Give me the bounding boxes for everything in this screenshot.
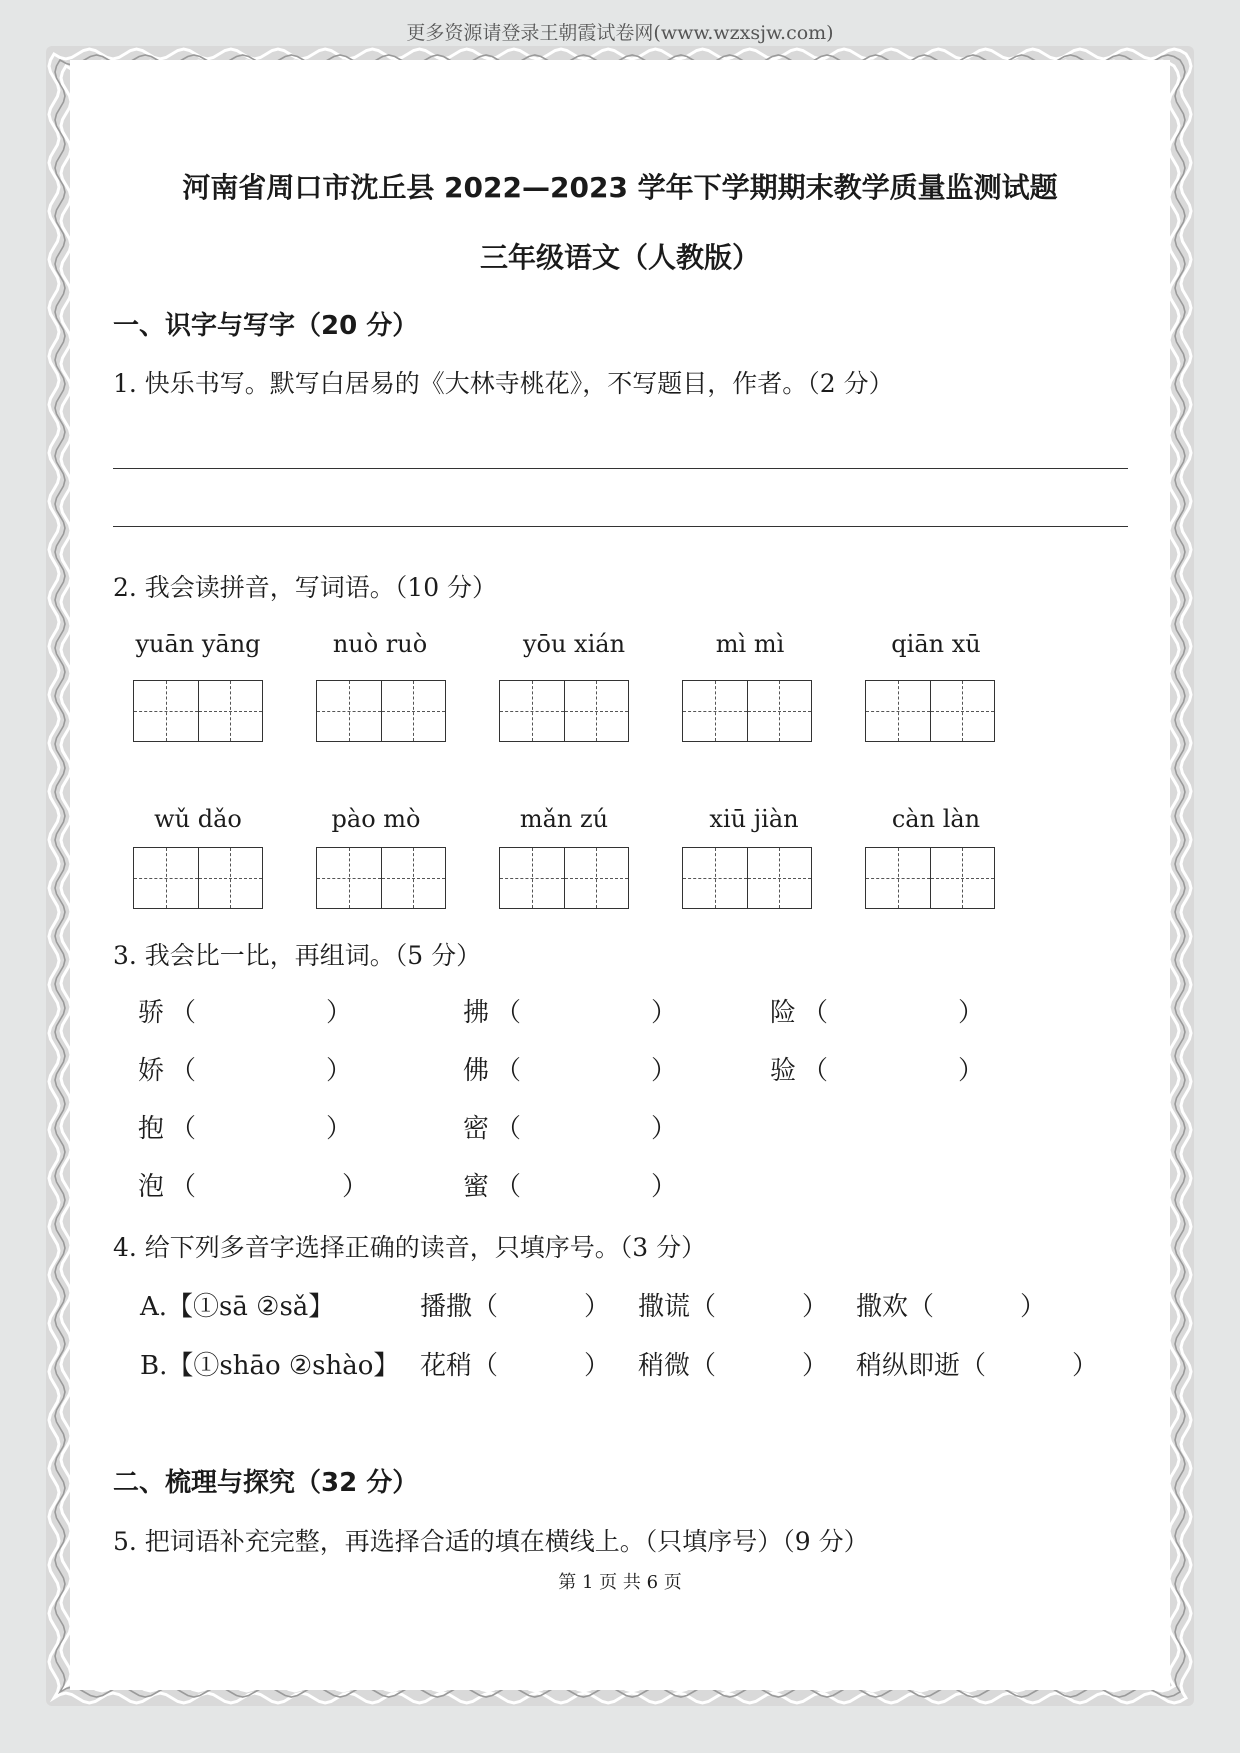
writing-grid[interactable] — [133, 847, 263, 909]
writing-grid[interactable] — [499, 847, 629, 909]
polyphone-blank[interactable]: 花稍（ ） — [420, 1351, 611, 1381]
exam-subtitle: 三年级语文（人教版） — [479, 241, 760, 274]
pinyin-label: mì mì — [715, 630, 785, 658]
question-4: 4. 给下列多音字选择正确的读音，只填序号。（3 分） — [113, 1233, 707, 1262]
answer-line[interactable] — [113, 526, 1128, 527]
polyphone-option-b: B.【①shāo ②shào】 — [140, 1351, 400, 1381]
question-1: 1. 快乐书写。默写白居易的《大林寺桃花》，不写题目，作者。（2 分） — [113, 369, 894, 398]
writing-grid[interactable] — [499, 680, 629, 742]
pinyin-label: wǔ dǎo — [154, 805, 242, 833]
polyphone-blank[interactable]: 播撒（ ） — [420, 1292, 611, 1322]
pinyin-label: qiān xū — [891, 630, 981, 658]
compare-item[interactable]: 抱 （ ） — [138, 1114, 353, 1144]
question-5: 5. 把词语补充完整，再选择合适的填在横线上。（只填序号）（9 分） — [113, 1527, 869, 1556]
writing-grid[interactable] — [865, 847, 995, 909]
answer-line[interactable] — [113, 468, 1128, 469]
compare-item[interactable]: 验 （ ） — [770, 1056, 985, 1086]
compare-item[interactable]: 泡 （ ） — [138, 1172, 369, 1202]
writing-grid[interactable] — [133, 680, 263, 742]
writing-grid[interactable] — [316, 847, 446, 909]
compare-item[interactable]: 骄 （ ） — [138, 998, 353, 1028]
page-number: 第 1 页 共 6 页 — [558, 1572, 682, 1593]
pinyin-label: yuān yāng — [135, 630, 261, 658]
writing-grid[interactable] — [682, 680, 812, 742]
compare-item[interactable]: 娇 （ ） — [138, 1056, 353, 1086]
polyphone-blank[interactable]: 稍纵即逝（ ） — [856, 1351, 1099, 1381]
compare-item[interactable]: 蜜 （ ） — [463, 1172, 678, 1202]
writing-grid[interactable] — [682, 847, 812, 909]
source-note: 更多资源请登录王朝霞试卷网(www.wzxsjw.com) — [406, 22, 834, 44]
pinyin-label: yōu xián — [522, 630, 626, 658]
writing-grid[interactable] — [316, 680, 446, 742]
polyphone-blank[interactable]: 撒谎（ ） — [638, 1292, 829, 1322]
compare-item[interactable]: 密 （ ） — [463, 1114, 678, 1144]
polyphone-option-a: A.【①sā ②sǎ】 — [140, 1292, 335, 1322]
polyphone-blank[interactable]: 稍微（ ） — [638, 1351, 829, 1381]
pinyin-label: xiū jiàn — [709, 805, 799, 833]
compare-item[interactable]: 佛 （ ） — [463, 1056, 678, 1086]
question-3: 3. 我会比一比，再组词。（5 分） — [113, 941, 482, 970]
section-heading-1: 一、识字与写字（20 分） — [113, 311, 419, 341]
question-2: 2. 我会读拼音，写词语。（10 分） — [113, 573, 498, 602]
compare-item[interactable]: 拂 （ ） — [463, 998, 678, 1028]
pinyin-label: càn làn — [891, 805, 981, 833]
pinyin-label: pào mò — [331, 805, 421, 833]
compare-item[interactable]: 险 （ ） — [770, 998, 985, 1028]
polyphone-blank[interactable]: 撒欢（ ） — [856, 1292, 1047, 1322]
pinyin-label: mǎn zú — [519, 805, 609, 833]
writing-grid[interactable] — [865, 680, 995, 742]
section-heading-2: 二、梳理与探究（32 分） — [113, 1468, 419, 1498]
pinyin-label: nuò ruò — [332, 630, 428, 658]
exam-title: 河南省周口市沈丘县 2022—2023 学年下学期期末教学质量监测试题 — [182, 171, 1058, 204]
